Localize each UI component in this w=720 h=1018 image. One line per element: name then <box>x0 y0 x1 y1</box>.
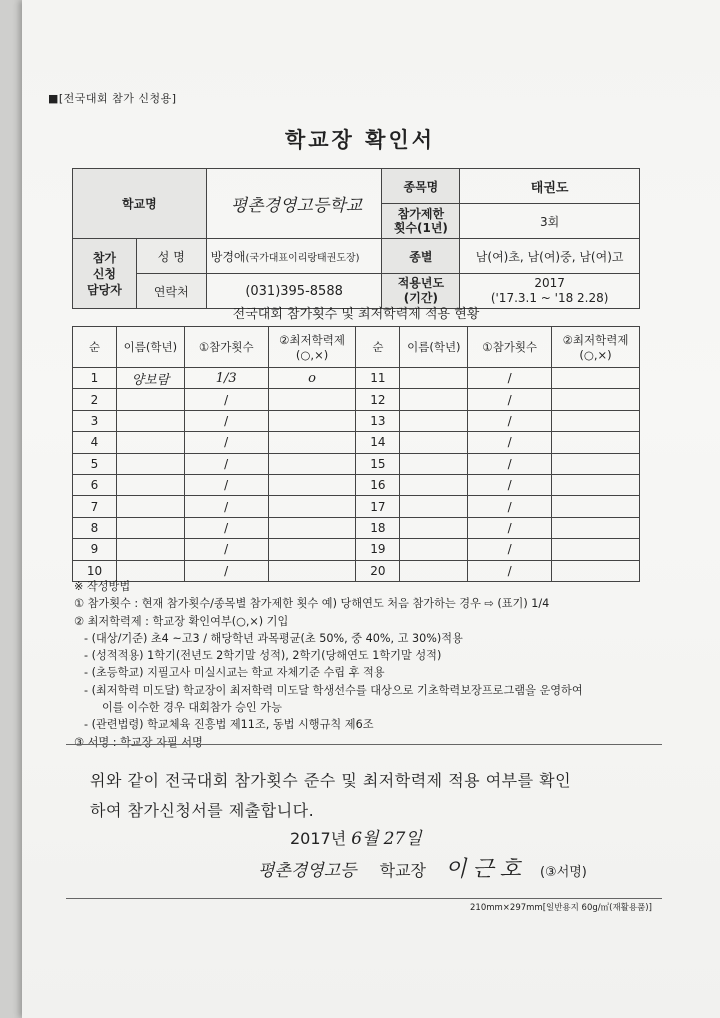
row-name-2 <box>400 496 468 517</box>
row-min-grade-2 <box>552 517 640 538</box>
row-number-2: 14 <box>356 432 400 453</box>
contact-label: 연락처 <box>136 274 206 309</box>
row-count: / <box>184 496 268 517</box>
row-count-2: / <box>468 474 552 495</box>
row-count-2: / <box>468 517 552 538</box>
row-min-grade <box>268 432 356 453</box>
row-number: 1 <box>73 368 117 389</box>
header-no: 순 <box>73 327 117 368</box>
header-name-2: 이름(학년) <box>400 327 468 368</box>
name-label: 성 명 <box>136 239 206 274</box>
row-name-2 <box>400 368 468 389</box>
row-number-2: 20 <box>356 560 400 581</box>
table-row <box>73 539 640 560</box>
row-count-2: / <box>468 496 552 517</box>
row-name <box>116 453 184 474</box>
row-count: / <box>184 389 268 410</box>
row-min-grade-2 <box>552 368 640 389</box>
divider <box>66 744 662 745</box>
limit-label-line1: 참가제한 <box>397 207 445 221</box>
person-label-line1: 참가 <box>92 250 117 265</box>
row-number: 2 <box>73 389 117 410</box>
row-count-2: / <box>468 410 552 431</box>
row-name-2 <box>400 432 468 453</box>
instruction-line: - (관련법령) 학교체육 진흥법 제11조, 동법 시행규칙 제6조 <box>84 718 374 732</box>
info-table <box>72 168 640 309</box>
row-count: / <box>184 410 268 431</box>
row-min-grade-2 <box>552 453 640 474</box>
name-affiliation: (국가대표이리랑태권도장) <box>245 252 360 264</box>
row-min-grade <box>268 539 356 560</box>
row-name <box>116 517 184 538</box>
instruction-line: - (최저학력 미도달) 학교장이 최저학력 미도달 학생선수를 대상으로 기초학력보장프로그램을 운영하여 <box>84 683 583 697</box>
row-number: 10 <box>73 560 117 581</box>
row-number-2: 15 <box>356 453 400 474</box>
name-cell <box>206 239 382 274</box>
header-min-grade <box>268 327 356 368</box>
limit-value: 3회 <box>460 204 640 239</box>
year-value: 2017 <box>534 276 565 290</box>
row-min-grade: o <box>268 368 356 389</box>
form-tag: ■[전국대회 참가 신청용] <box>48 92 177 105</box>
row-number-2: 12 <box>356 389 400 410</box>
contact-value: (031)395-8588 <box>206 274 382 309</box>
row-number: 8 <box>73 517 117 538</box>
row-count: / <box>184 517 268 538</box>
instruction-line: ※ 작성방법 <box>74 580 131 593</box>
header-no-2: 순 <box>356 327 400 368</box>
row-number: 6 <box>73 474 117 495</box>
instructions <box>74 578 674 751</box>
row-count: 1/3 <box>184 368 268 389</box>
status-subtitle: 전국대회 참가횟수 및 최저학력제 적용 현황 <box>232 307 480 322</box>
row-min-grade <box>268 410 356 431</box>
header-min-grade-2-line2: (○,×) <box>579 348 612 362</box>
row-min-grade-2 <box>552 539 640 560</box>
row-number: 4 <box>73 432 117 453</box>
row-name <box>116 539 184 560</box>
gender-value: 남(여)초, 남(여)중, 남(여)고 <box>460 239 640 274</box>
row-count: / <box>184 539 268 560</box>
signature-line <box>258 852 587 883</box>
row-number: 5 <box>73 453 117 474</box>
header-count: ①참가횟수 <box>184 327 268 368</box>
participation-table <box>72 326 640 582</box>
header-name: 이름(학년) <box>116 327 184 368</box>
confirmation-line-1: 위와 같이 전국대회 참가횟수 준수 및 최저학력제 적용 여부를 확인 <box>90 771 572 790</box>
row-count: / <box>184 432 268 453</box>
row-number: 9 <box>73 539 117 560</box>
signature-title: 학교장 <box>379 861 427 880</box>
table-row <box>73 368 640 389</box>
row-number: 7 <box>73 496 117 517</box>
instruction-line: ② 최저학력제 : 학교장 확인여부(○,×) 기입 <box>74 614 289 628</box>
school-label: 학교명 <box>73 169 207 239</box>
header-count-2: ①참가횟수 <box>468 327 552 368</box>
row-count-2: / <box>468 389 552 410</box>
row-name-2 <box>400 539 468 560</box>
row-name <box>116 496 184 517</box>
row-count: / <box>184 474 268 495</box>
date-line <box>290 824 422 849</box>
person-label <box>73 239 137 309</box>
instruction-line: - (성적적용) 1학기(전년도 2학기말 성적), 2학기(당해연도 1학기말 성적) <box>84 649 442 663</box>
row-min-grade <box>268 496 356 517</box>
row-number-2: 17 <box>356 496 400 517</box>
row-count-2: / <box>468 432 552 453</box>
row-number-2: 18 <box>356 517 400 538</box>
bottom-divider <box>66 898 662 899</box>
event-value: 태권도 <box>460 169 640 204</box>
header-min-grade-line2: (○,×) <box>295 348 329 362</box>
row-name-2 <box>400 453 468 474</box>
document-title: 학교장 확인서 <box>284 128 436 152</box>
gender-label: 종별 <box>382 239 460 274</box>
limit-label <box>382 204 460 239</box>
row-count-2: / <box>468 539 552 560</box>
row-count: / <box>184 560 268 581</box>
date-day: 27일 <box>383 829 422 849</box>
paper-spec: 210mm×297mm[일반용지 60g/㎡(재활용품)] <box>470 903 652 913</box>
signature-seal: (③서명) <box>539 865 587 880</box>
school-name: 평촌경영고등학교 <box>206 169 382 239</box>
row-min-grade-2 <box>552 432 640 453</box>
table-header-row <box>73 327 640 368</box>
row-min-grade-2 <box>552 474 640 495</box>
table-row <box>73 410 640 431</box>
row-number-2: 16 <box>356 474 400 495</box>
table-row <box>73 517 640 538</box>
year-label-line2: (기간) <box>403 291 438 305</box>
header-min-grade-2-line1: ②최저학력제 <box>562 333 629 347</box>
instruction-line: 이를 이수한 경우 대회참가 승인 가능 <box>102 701 282 715</box>
instruction-line: - (초등학교) 지필고사 미실시교는 학교 자체기준 수립 후 적용 <box>84 666 385 680</box>
row-count-2: / <box>468 453 552 474</box>
row-name <box>116 432 184 453</box>
row-name <box>116 389 184 410</box>
row-min-grade-2 <box>552 410 640 431</box>
row-name <box>116 410 184 431</box>
confirmation-text <box>90 766 660 826</box>
header-min-grade-line1: ②최저학력제 <box>279 333 345 347</box>
signature-school: 평촌경영고등 <box>258 861 357 881</box>
event-label: 종목명 <box>382 169 460 204</box>
instruction-line: ① 참가횟수 : 현재 참가횟수/종목별 참가제한 횟수 예) 당해연도 처음 참가하는 경우 ⇨ (표기) 1/4 <box>74 597 550 611</box>
row-min-grade-2 <box>552 389 640 410</box>
row-min-grade <box>268 517 356 538</box>
limit-label-line2: 횟수(1년) <box>393 221 448 235</box>
row-number-2: 11 <box>356 368 400 389</box>
date-month: 6월 <box>351 829 379 849</box>
row-number: 3 <box>73 410 117 431</box>
row-number-2: 19 <box>356 539 400 560</box>
row-count-2: / <box>468 368 552 389</box>
row-number-2: 13 <box>356 410 400 431</box>
table-row <box>73 432 640 453</box>
year-period: ('17.3.1 ~ '18 2.28) <box>490 291 609 305</box>
row-name-2 <box>400 517 468 538</box>
row-name-2 <box>400 410 468 431</box>
header-min-grade-2 <box>552 327 640 368</box>
row-min-grade <box>268 453 356 474</box>
row-name-2 <box>400 389 468 410</box>
instruction-line: ③ 서명 : 학교장 자필 서명 <box>74 735 203 749</box>
confirmation-line-2: 하여 참가신청서를 제출합니다. <box>90 801 315 820</box>
date-year: 2017년 <box>290 829 347 848</box>
table-row <box>73 474 640 495</box>
person-label-line2: 신청 <box>92 266 117 281</box>
row-name: 양보람 <box>116 368 184 389</box>
row-count: / <box>184 453 268 474</box>
person-label-line3: 담당자 <box>87 282 122 297</box>
table-row <box>73 496 640 517</box>
year-label-line1: 적용년도 <box>397 276 445 290</box>
instruction-line: - (대상/기준) 초4 ~고3 / 해당학년 과목평균(초 50%, 중 40%, 고 30%)적용 <box>84 631 463 645</box>
table-row <box>73 389 640 410</box>
row-name <box>116 474 184 495</box>
row-min-grade <box>268 389 356 410</box>
name-value: 방경애 <box>210 249 246 264</box>
row-count-2: / <box>468 560 552 581</box>
row-name-2 <box>400 474 468 495</box>
table-row <box>73 453 640 474</box>
row-min-grade <box>268 474 356 495</box>
row-min-grade-2 <box>552 496 640 517</box>
signature-name: 이근호 <box>445 857 527 882</box>
